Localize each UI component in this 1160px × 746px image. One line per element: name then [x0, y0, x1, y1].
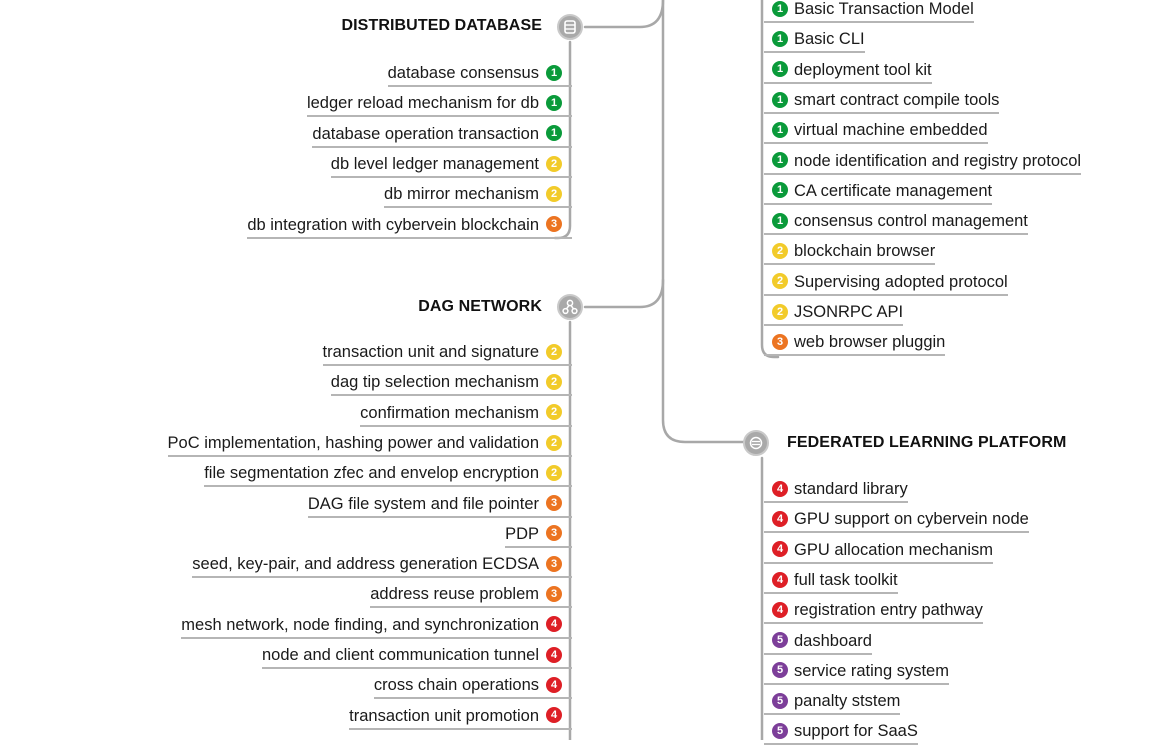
item-label: deployment tool kit [794, 60, 932, 79]
item-label: database operation transaction [312, 124, 539, 143]
item-underline [262, 667, 572, 669]
list-item[interactable] [247, 210, 572, 240]
item-underline [360, 425, 572, 427]
list-item[interactable] [168, 428, 572, 458]
list-item[interactable] [384, 179, 572, 209]
item-underline [384, 206, 572, 208]
item-underline [764, 354, 945, 356]
item-underline [505, 546, 572, 548]
item-underline [247, 237, 572, 239]
list-item[interactable] [764, 85, 999, 115]
item-underline [312, 146, 572, 148]
priority-badge-icon: 1 [772, 182, 788, 198]
item-underline [349, 728, 572, 730]
list-item[interactable] [764, 686, 900, 716]
priority-badge-icon: 1 [772, 92, 788, 108]
priority-badge-icon: 5 [772, 662, 788, 678]
dag-connector [585, 280, 663, 307]
item-label: ledger reload mechanism for db [306, 94, 539, 113]
priority-badge-icon: 3 [546, 556, 562, 572]
priority-badge-icon: 2 [546, 344, 562, 360]
priority-badge-icon: 4 [546, 616, 562, 632]
priority-badge-icon: 1 [772, 31, 788, 47]
trunk-connector [663, 0, 744, 442]
priority-badge-icon: 4 [546, 677, 562, 693]
list-item[interactable] [764, 24, 865, 54]
list-item[interactable] [370, 579, 572, 609]
item-label: GPU allocation mechanism [794, 540, 993, 559]
item-underline [764, 653, 872, 655]
item-label: service rating system [794, 661, 949, 680]
item-label: CA certificate management [794, 181, 993, 200]
priority-badge-icon: 4 [546, 707, 562, 723]
brain-icon[interactable] [743, 430, 769, 456]
item-label: blockchain browser [794, 242, 936, 261]
item-underline [764, 743, 918, 745]
priority-badge-icon: 1 [772, 213, 788, 229]
item-underline [323, 364, 572, 366]
item-underline [764, 683, 949, 685]
dag-network-title: DAG NETWORK [418, 298, 542, 315]
database-icon[interactable] [557, 14, 583, 40]
priority-badge-icon: 2 [772, 273, 788, 289]
priority-badge-icon: 3 [772, 334, 788, 350]
item-underline [374, 697, 572, 699]
item-underline [764, 82, 932, 84]
item-label: Basic CLI [794, 30, 865, 49]
item-underline [764, 263, 935, 265]
federated-learning-title: FEDERATED LEARNING PLATFORM [787, 434, 1067, 451]
list-item[interactable] [323, 337, 572, 367]
item-label: dashboard [794, 631, 872, 650]
item-underline [764, 622, 983, 624]
item-label: cross chain operations [373, 676, 539, 695]
item-underline [764, 294, 1008, 296]
list-item[interactable] [262, 640, 572, 670]
item-label: transaction unit promotion [349, 706, 539, 725]
item-underline [764, 203, 992, 205]
item-label: node and client communication tunnel [261, 646, 539, 664]
item-label: smart contract compile tools [794, 90, 1000, 109]
item-underline [764, 501, 908, 503]
distributed-database-items [12, 58, 572, 248]
item-label: virtual machine embedded [794, 121, 988, 140]
item-underline [181, 637, 572, 639]
item-underline [764, 233, 1028, 235]
list-item[interactable] [181, 610, 572, 640]
priority-badge-icon: 1 [772, 1, 788, 17]
item-label: PoC implementation, hashing power and validation [167, 433, 539, 452]
blockchain-items [764, 0, 1154, 364]
priority-badge-icon: 5 [772, 723, 788, 739]
item-underline [764, 173, 1081, 175]
item-underline [192, 576, 572, 578]
item-underline [764, 324, 903, 326]
list-item[interactable] [764, 535, 993, 565]
priority-badge-icon: 4 [772, 511, 788, 527]
list-item[interactable] [360, 398, 572, 428]
federated-learning-items [764, 474, 1154, 740]
priority-badge-icon: 2 [772, 304, 788, 320]
list-item[interactable] [764, 176, 992, 206]
priority-badge-icon: 2 [546, 435, 562, 451]
item-label: node identification and registry protocol [794, 151, 1082, 170]
list-item[interactable] [764, 115, 988, 145]
priority-badge-icon: 4 [772, 602, 788, 618]
item-underline [331, 176, 572, 178]
list-item[interactable] [308, 489, 572, 519]
list-item[interactable] [192, 549, 572, 579]
item-underline [764, 51, 865, 53]
priority-badge-icon: 2 [546, 404, 562, 420]
list-item[interactable] [764, 656, 949, 686]
list-item[interactable] [764, 327, 945, 357]
item-label: web browser pluggin [794, 333, 946, 352]
item-label: registration entry pathway [794, 601, 983, 620]
item-underline [331, 394, 572, 396]
item-underline [370, 606, 572, 608]
priority-badge-icon: 2 [546, 186, 562, 202]
priority-badge-icon: 1 [546, 125, 562, 141]
item-label: dag tip selection mechanism [330, 373, 539, 392]
priority-badge-icon: 3 [546, 586, 562, 602]
list-item[interactable] [312, 119, 572, 149]
list-item[interactable] [388, 58, 572, 88]
list-item[interactable] [764, 55, 932, 85]
priority-badge-icon: 3 [546, 525, 562, 541]
list-item[interactable] [204, 458, 572, 488]
item-label: file segmentation zfec and envelop encryption [204, 464, 539, 483]
item-underline [308, 516, 572, 518]
item-label: address reuse problem [370, 585, 539, 604]
list-item[interactable] [764, 595, 983, 625]
item-label: database consensus [387, 64, 539, 82]
priority-badge-icon: 2 [546, 465, 562, 481]
item-underline [204, 485, 572, 487]
item-label: JSONRPC API [794, 303, 904, 321]
item-label: seed, key-pair, and address generation ECDSA [192, 555, 539, 574]
priority-badge-icon: 4 [772, 572, 788, 588]
list-item[interactable] [331, 149, 572, 179]
list-item[interactable] [764, 236, 935, 266]
list-item[interactable] [764, 626, 872, 656]
list-item[interactable] [374, 670, 572, 700]
network-icon[interactable] [557, 294, 583, 320]
item-underline [388, 85, 572, 87]
distributed-database-title: DISTRIBUTED DATABASE [341, 17, 542, 34]
item-underline [307, 115, 572, 117]
list-item[interactable] [764, 206, 1028, 236]
item-label: db mirror mechanism [384, 185, 539, 204]
priority-badge-icon: 5 [772, 693, 788, 709]
item-label: Supervising adopted protocol [794, 272, 1008, 291]
item-label: DAG file system and file pointer [307, 494, 539, 513]
item-underline [764, 592, 898, 594]
list-item[interactable] [505, 519, 572, 549]
priority-badge-icon: 5 [772, 632, 788, 648]
list-item[interactable] [764, 267, 1008, 297]
priority-badge-icon: 1 [772, 152, 788, 168]
item-label: db integration with cybervein blockchain [247, 215, 539, 234]
list-item[interactable] [764, 146, 1081, 176]
item-underline [764, 112, 999, 114]
item-label: panalty ststem [794, 692, 901, 711]
item-underline [168, 455, 572, 457]
list-item[interactable] [764, 297, 903, 327]
list-item[interactable] [764, 0, 974, 24]
priority-badge-icon: 2 [772, 243, 788, 259]
priority-badge-icon: 2 [546, 374, 562, 390]
item-label: full task toolkit [794, 570, 898, 589]
priority-badge-icon: 4 [772, 541, 788, 557]
priority-badge-icon: 4 [772, 481, 788, 497]
priority-badge-icon: 1 [546, 65, 562, 81]
list-item[interactable] [764, 716, 918, 746]
item-label: confirmation mechanism [360, 403, 539, 422]
priority-badge-icon: 1 [772, 61, 788, 77]
list-item[interactable] [764, 504, 1029, 534]
priority-badge-icon: 2 [546, 156, 562, 172]
item-label: transaction unit and signature [322, 343, 539, 361]
item-label: consensus control management [794, 212, 1028, 231]
priority-badge-icon: 1 [772, 122, 788, 138]
item-label: support for SaaS [794, 722, 918, 741]
item-label: GPU support on cybervein node [794, 510, 1029, 529]
item-label: PDP [505, 524, 539, 543]
item-label: db level ledger management [330, 154, 539, 173]
database-connector [585, 0, 663, 27]
dag-network-items [12, 337, 572, 740]
item-underline [764, 562, 993, 564]
list-item[interactable] [764, 565, 898, 595]
item-label: mesh network, node finding, and synchronization [181, 615, 539, 634]
list-item[interactable] [331, 367, 572, 397]
list-item[interactable] [349, 701, 572, 731]
priority-badge-icon: 4 [546, 647, 562, 663]
item-label: Basic Transaction Model [794, 0, 974, 18]
item-underline [764, 142, 988, 144]
list-item[interactable] [764, 474, 908, 504]
priority-badge-icon: 3 [546, 495, 562, 511]
item-underline [764, 531, 1029, 533]
item-label: standard library [794, 480, 908, 498]
priority-badge-icon: 3 [546, 216, 562, 232]
item-underline [764, 21, 974, 23]
item-underline [764, 713, 900, 715]
list-item[interactable] [307, 88, 572, 118]
priority-badge-icon: 1 [546, 95, 562, 111]
